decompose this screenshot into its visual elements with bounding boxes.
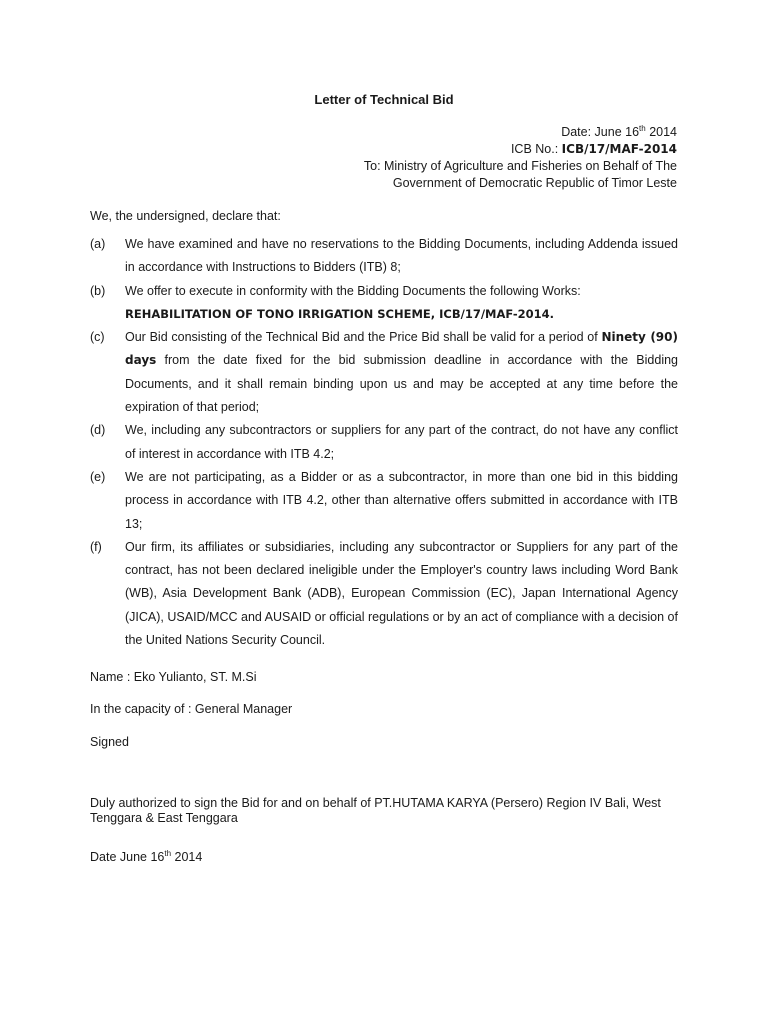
- clause-marker: (a): [90, 237, 106, 251]
- clause-a: [90, 233, 678, 280]
- clause-text: Our firm, its affiliates or subsidiaries, including any subcontractor or Suppliers for any part of the contract, has not been declared ineligible under the Employer's country laws including Word Bank (WB), Asia Development Bank (ADB), European Commission (EC), Japan International Agency (JICA), USAID/MCC and AUSAID or official regulations or by an act of compliance with a decision of the United Nations Security Council.: [125, 539, 678, 648]
- clause-d: [90, 419, 678, 466]
- declaration-clauses: [90, 233, 678, 652]
- footer-date: [90, 850, 202, 864]
- date-suffix: 2014: [645, 125, 677, 139]
- clause-marker: (c): [90, 330, 105, 345]
- recipient-line-1: To: Ministry of Agriculture and Fisheries on Behalf of The: [363, 159, 677, 173]
- clause-text: We have examined and have no reservations to the Bidding Documents, including Addenda issued in accordance with Instructions to Bidders (ITB) 8;: [125, 237, 678, 275]
- clause-text: We, including any subcontractors or suppliers for any part of the contract, do not have any conflict of interest in accordance with ITB 4.2;: [125, 423, 678, 461]
- clause-text-after: from the date fixed for the bid submission deadline in accordance with the Bidding Documents, and it shall remain binding upon us and may be accepted at any time before the expiration of that period;: [125, 353, 678, 415]
- footer-date-superscript: th: [164, 848, 172, 858]
- clause-b: [90, 280, 678, 327]
- clause-text: We offer to execute in conformity with the Bidding Documents the following Works:: [125, 283, 581, 298]
- works-title: REHABILITATION OF TONO IRRIGATION SCHEME, ICB/17/MAF-2014.: [125, 306, 555, 321]
- icb-line: [364, 141, 677, 158]
- clause-text: We are not participating, as a Bidder or as a subcontractor, in more than one bid in this bidding process in accordance with ITB 4.2, other than alternative offers submitted in accordance with ITB 13;: [125, 469, 678, 531]
- clause-marker: (b): [90, 283, 106, 298]
- icb-value: ICB/17/MAF-2014: [561, 142, 677, 156]
- clause-marker: (f): [90, 539, 102, 554]
- footer-date-prefix: Date June 16: [90, 850, 165, 864]
- signatory-name: Name : Eko Yulianto, ST. M.Si: [90, 670, 257, 684]
- date-prefix: Date: June 16: [561, 125, 640, 139]
- intro-text: We, the undersigned, declare that:: [90, 209, 281, 223]
- clause-marker: (d): [90, 423, 106, 438]
- date-superscript: th: [639, 123, 646, 133]
- recipient-line-2: Government of Democratic Republic of Timor Leste: [392, 176, 677, 190]
- date-line: [364, 124, 677, 141]
- validity-period: Ninety (90) days: [125, 330, 678, 368]
- clause-marker: (e): [90, 469, 106, 484]
- authorization-statement: Duly authorized to sign the Bid for and on behalf of PT.HUTAMA KARYA (Persero) Region IV Bali, West Tenggara & East Tenggara: [90, 796, 661, 825]
- icb-label: ICB No.:: [510, 142, 562, 156]
- signed-label: Signed: [90, 735, 129, 749]
- footer-date-suffix: 2014: [171, 850, 203, 864]
- clause-c: [90, 326, 678, 419]
- clause-text-before: Our Bid consisting of the Technical Bid and the Price Bid shall be valid for a period of: [125, 330, 602, 345]
- clause-e: [90, 466, 678, 536]
- clause-f: [90, 536, 678, 652]
- letter-header: [364, 124, 677, 192]
- document-title: Letter of Technical Bid: [314, 92, 454, 107]
- signatory-capacity: In the capacity of : General Manager: [90, 702, 293, 716]
